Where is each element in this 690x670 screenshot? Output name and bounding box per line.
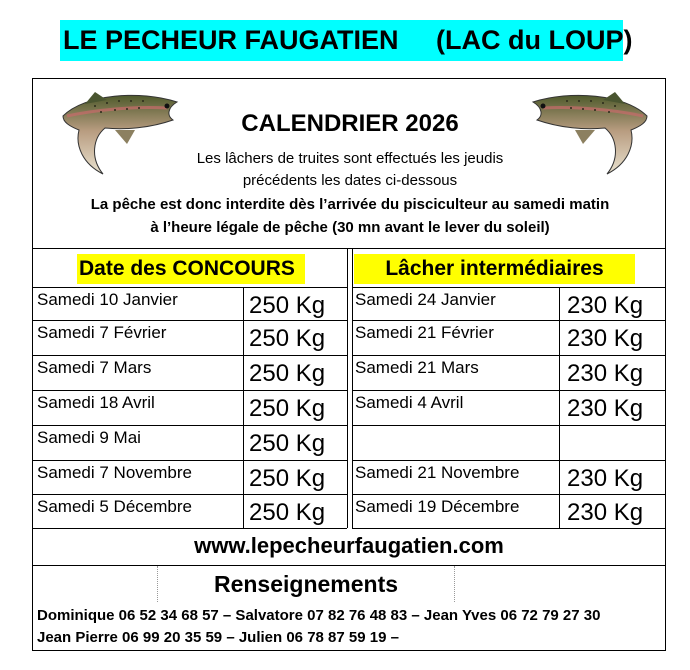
page-title: LE PECHEUR FAUGATIEN (LAC du LOUP) bbox=[60, 20, 623, 61]
table-row-line bbox=[32, 460, 347, 461]
concours-date: Samedi 18 Avril bbox=[37, 393, 155, 412]
concours-column-header: Date des CONCOURS bbox=[77, 254, 305, 284]
table-row-line bbox=[352, 287, 666, 288]
lacher-date: Samedi 21 Février bbox=[355, 323, 494, 342]
lacher-kg: 230 Kg bbox=[567, 499, 644, 526]
lacher-date: Samedi 4 Avril bbox=[355, 393, 464, 412]
table-column-line bbox=[352, 287, 353, 528]
concours-kg: 250 Kg bbox=[249, 395, 326, 422]
contacts-line-2: Jean Pierre 06 99 20 35 59 – Julien 06 78 87 59 19 – bbox=[37, 629, 399, 646]
table-row-line bbox=[32, 390, 347, 391]
table-row-line bbox=[352, 425, 666, 426]
concours-kg: 250 Kg bbox=[249, 465, 326, 492]
table-column-line bbox=[559, 287, 560, 528]
concours-date: Samedi 7 Mars bbox=[37, 358, 152, 377]
lacher-kg: 230 Kg bbox=[567, 360, 644, 387]
warning-line-2: à l’heure légale de pêche (30 mn avant le lever du soleil) bbox=[150, 219, 550, 236]
calendar-title: CALENDRIER 2026 bbox=[241, 110, 459, 137]
info-title: Renseignements bbox=[157, 566, 455, 602]
intro-line-2: précédents les dates ci-dessous bbox=[242, 172, 458, 189]
concours-kg: 250 Kg bbox=[249, 430, 326, 457]
concours-kg: 250 Kg bbox=[249, 292, 326, 319]
table-row-line bbox=[352, 460, 666, 461]
concours-kg: 250 Kg bbox=[249, 499, 326, 526]
table-row-line bbox=[32, 320, 347, 321]
concours-kg: 250 Kg bbox=[249, 325, 326, 352]
concours-kg: 250 Kg bbox=[249, 360, 326, 387]
table-column-line bbox=[352, 248, 353, 287]
table-column-line bbox=[347, 287, 348, 528]
table-column-line bbox=[243, 287, 244, 528]
table-row-line bbox=[32, 494, 347, 495]
lacher-kg: 230 Kg bbox=[567, 395, 644, 422]
table-row-line bbox=[352, 320, 666, 321]
table-row-line bbox=[352, 355, 666, 356]
lacher-kg: 230 Kg bbox=[567, 325, 644, 352]
website-link[interactable]: www.lepecheurfaugatien.com bbox=[194, 533, 504, 558]
table-row-line bbox=[32, 528, 347, 529]
concours-date: Samedi 7 Novembre bbox=[37, 463, 192, 482]
table-row-line bbox=[32, 355, 347, 356]
table-row-line bbox=[32, 287, 347, 288]
concours-date: Samedi 7 Février bbox=[37, 323, 167, 342]
concours-date: Samedi 5 Décembre bbox=[37, 497, 192, 516]
lacher-column-header: Lâcher intermédiaires bbox=[354, 254, 635, 284]
section-divider bbox=[32, 248, 666, 249]
table-row-line bbox=[352, 528, 666, 529]
intro-line-1: Les lâchers de truites sont effectués les jeudis bbox=[196, 150, 504, 167]
table-column-line bbox=[347, 248, 348, 287]
lacher-date: Samedi 21 Mars bbox=[355, 358, 479, 377]
lacher-date: Samedi 24 Janvier bbox=[355, 290, 496, 309]
concours-date: Samedi 10 Janvier bbox=[37, 290, 178, 309]
concours-date: Samedi 9 Mai bbox=[37, 428, 141, 447]
table-row-line bbox=[32, 425, 347, 426]
contacts-line-1: Dominique 06 52 34 68 57 – Salvatore 07 82 76 48 83 – Jean Yves 06 72 79 27 30 bbox=[37, 607, 601, 624]
lacher-kg: 230 Kg bbox=[567, 292, 644, 319]
table-row-line bbox=[352, 494, 666, 495]
warning-line-1: La pêche est donc interdite dès l’arrivée du pisciculteur au samedi matin bbox=[90, 196, 610, 213]
lacher-date: Samedi 21 Novembre bbox=[355, 463, 520, 482]
lacher-date: Samedi 19 Décembre bbox=[355, 497, 520, 516]
lacher-kg: 230 Kg bbox=[567, 465, 644, 492]
table-row-line bbox=[352, 390, 666, 391]
